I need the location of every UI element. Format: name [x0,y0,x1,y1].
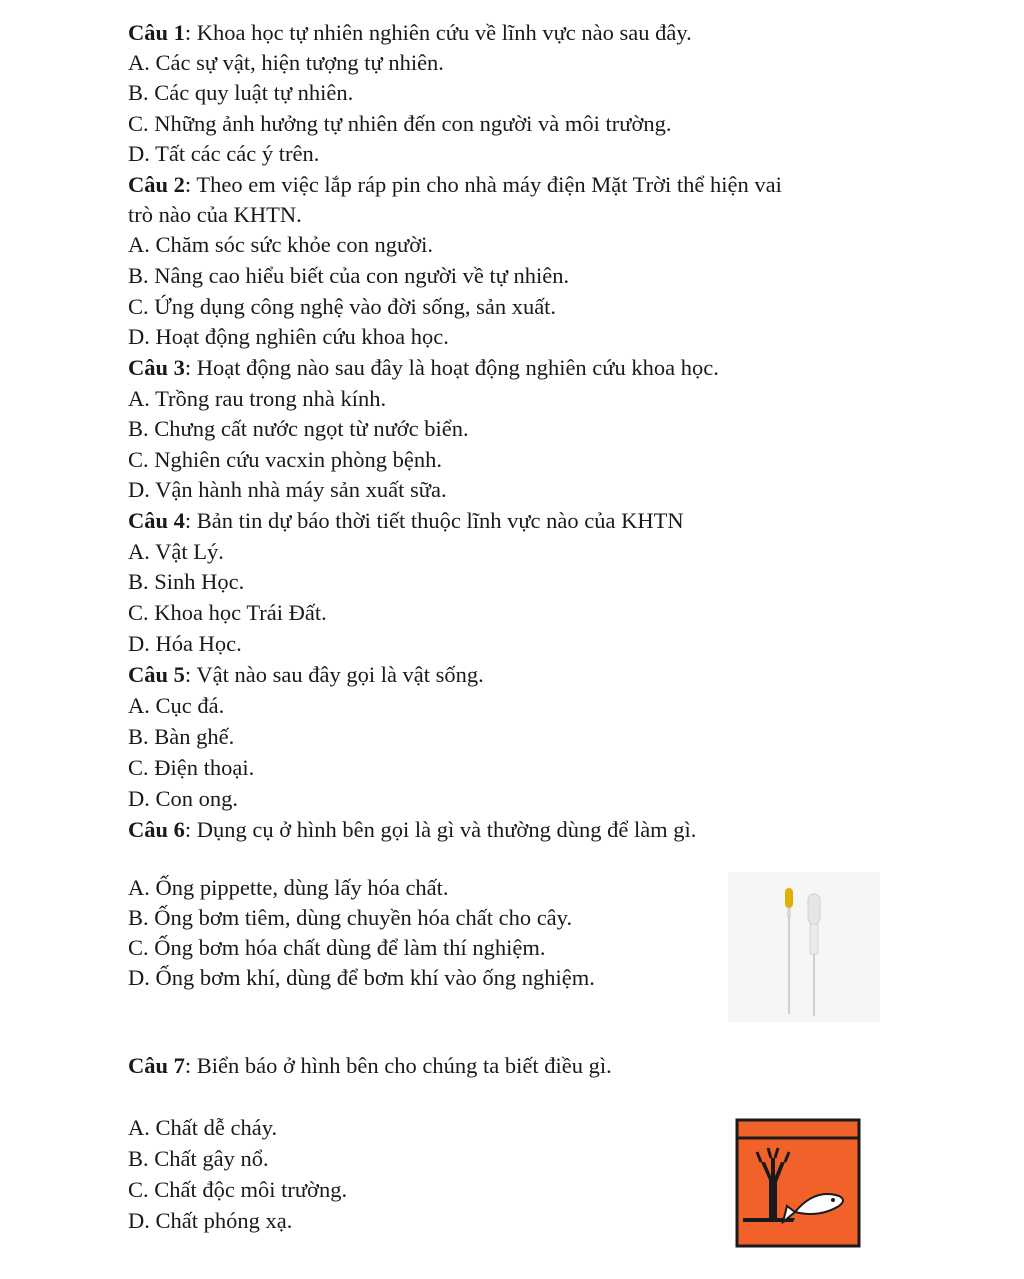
option-1b: B. Các quy luật tự nhiên. [128,80,354,105]
option-3d: D. Vận hành nhà máy sản xuất sữa. [128,477,447,502]
option-2c: C. Ứng dụng công nghệ vào đời sống, sản xuất. [128,294,557,319]
option-1a: A. Các sự vật, hiện tượng tự nhiên. [128,50,444,75]
option-4c: C. Khoa học Trái Đất. [128,600,327,625]
environment-hazard-sign [735,1118,861,1248]
option-6b: B. Ống bơm tiêm, dùng chuyền hóa chất cho cây. [128,905,573,930]
option-2a: A. Chăm sóc sức khỏe con người. [128,232,433,257]
question-4 [128,506,684,536]
option-7b: B. Chất gây nổ. [128,1146,269,1171]
option-1d: D. Tất các các ý trên. [128,141,320,166]
question-1 [128,18,692,48]
option-7a: A. Chất dễ cháy. [128,1115,278,1140]
question-label: Câu 7 [128,1053,185,1078]
question-label: Câu 3 [128,355,185,380]
question-3 [128,353,719,383]
question-label: Câu 4 [128,508,185,533]
option-7d: D. Chất phóng xạ. [128,1208,293,1233]
question-5 [128,660,484,690]
question-7 [128,1051,612,1081]
question-label: Câu 1 [128,20,185,45]
question-text: : Hoạt động nào sau đây là hoạt động nghiên cứu khoa học. [184,355,719,380]
option-5c: C. Điện thoại. [128,755,255,780]
question-text: : Vật nào sau đây gọi là vật sống. [184,662,484,687]
pipette-bulb [785,888,793,908]
option-5d: D. Con ong. [128,786,239,811]
option-3b: B. Chưng cất nước ngọt từ nước biển. [128,416,469,441]
option-6a: A. Ống pippette, dùng lấy hóa chất. [128,875,449,900]
option-5a: A. Cục đá. [128,693,225,718]
question-label: Câu 6 [128,817,185,842]
question-2 [128,170,782,200]
option-3c: C. Nghiên cứu vacxin phòng bệnh. [128,447,443,472]
option-2d: D. Hoạt động nghiên cứu khoa học. [128,324,449,349]
question-text: : Biển báo ở hình bên cho chúng ta biết điều gì. [184,1053,612,1078]
question-label: Câu 5 [128,662,185,687]
option-5b: B. Bàn ghế. [128,724,235,749]
option-4b: B. Sinh Học. [128,569,245,594]
option-4d: D. Hóa Học. [128,631,242,656]
question-text: : Theo em việc lắp ráp pin cho nhà máy điện Mặt Trời thể hiện vai [184,172,782,197]
option-7c: C. Chất độc môi trường. [128,1177,348,1202]
question-text: : Khoa học tự nhiên nghiên cứu về lĩnh vực nào sau đây. [184,20,692,45]
option-4a: A. Vật Lý. [128,539,224,564]
pipette-icon [728,872,880,1022]
option-6c: C. Ống bơm hóa chất dùng để làm thí nghiệm. [128,935,546,960]
question-text: : Dụng cụ ở hình bên gọi là gì và thường dùng để làm gì. [184,817,697,842]
question-label: Câu 2 [128,172,185,197]
option-1c: C. Những ảnh hưởng tự nhiên đến con người và môi trường. [128,111,672,136]
environment-hazard-icon [735,1118,861,1248]
question-2-continued: trò nào của KHTN. [128,202,302,227]
option-2b: B. Nâng cao hiểu biết của con người về tự nhiên. [128,263,570,288]
question-text: : Bản tin dự báo thời tiết thuộc lĩnh vực nào của KHTN [184,508,684,533]
option-3a: A. Trồng rau trong nhà kính. [128,386,387,411]
pipette-image [728,872,880,1022]
question-6 [128,815,696,845]
option-6d: D. Ống bơm khí, dùng để bơm khí vào ống nghiệm. [128,965,595,990]
